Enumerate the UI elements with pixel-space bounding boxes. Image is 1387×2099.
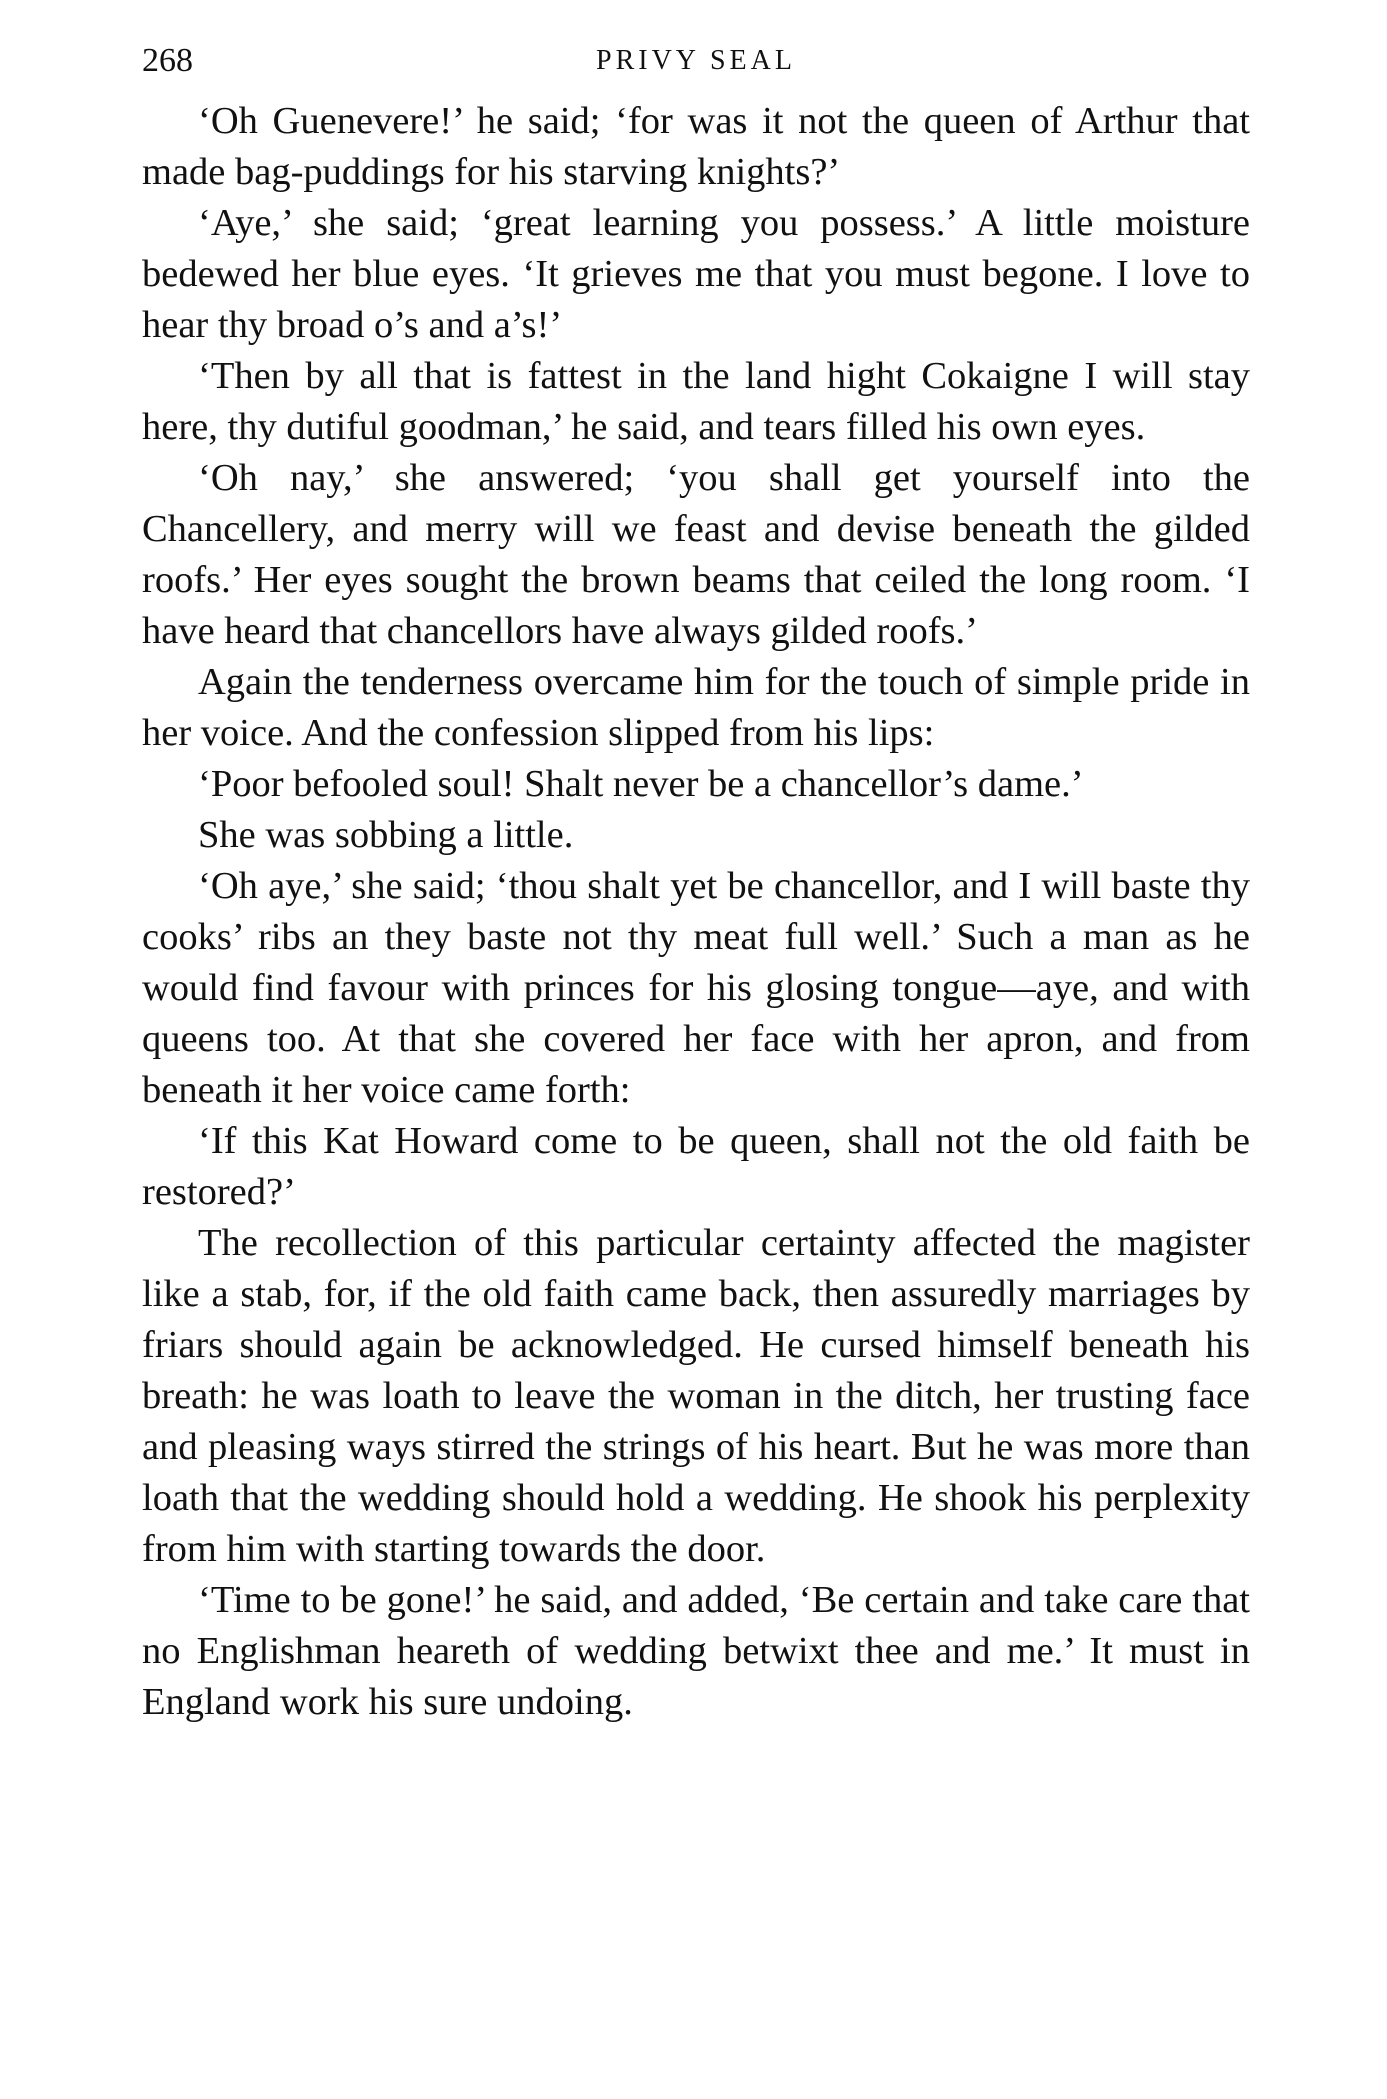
running-title: PRIVY SEAL <box>596 45 796 76</box>
paragraph: ‘Then by all that is fattest in the land hight Cokaigne I will stay here, thy dutiful goodman,’ he said, and tears filled his own eyes. <box>142 355 1250 448</box>
book-page <box>142 38 1250 1728</box>
paragraph: She was sobbing a little. <box>198 814 574 856</box>
paragraph: ‘Poor befooled soul! Shalt never be a chancellor’s dame.’ <box>198 763 1084 805</box>
paragraph: ‘Time to be gone!’ he said, and added, ‘Be certain and take care that no Englishman heareth of wedding betwixt thee and me.’ It must in England work his sure undoing. <box>142 1579 1250 1723</box>
paragraph: ‘Aye,’ she said; ‘great learning you possess.’ A little moisture bedewed her blue eyes. ‘It grieves me that you must begone. I love to hear thy broad o’s and a’s!’ <box>142 202 1250 346</box>
paragraph: ‘Oh aye,’ she said; ‘thou shalt yet be chancellor, and I will baste thy cooks’ ribs an they baste not thy meat full well.’ Such a man as he would find favour with princes for his glosing tongue—aye, and with queens too. At that she covered her face with her apron, and from beneath it her voice came forth: <box>142 865 1250 1111</box>
page-number: 268 <box>142 42 193 79</box>
paragraph: ‘Oh nay,’ she answered; ‘you shall get yourself into the Chancellery, and merry will we feast and devise beneath the gilded roofs.’ Her eyes sought the brown beams that ceiled the long room. ‘I have heard that chancellors have always gilded roofs.’ <box>142 457 1250 652</box>
paragraph: ‘If this Kat Howard come to be queen, shall not the old faith be restored?’ <box>142 1120 1250 1213</box>
paragraph: Again the tenderness overcame him for the touch of simple pride in her voice. And the confession slipped from his lips: <box>142 661 1250 754</box>
running-head <box>142 38 1250 84</box>
body-text <box>142 96 1250 1728</box>
paragraph: ‘Oh Guenevere!’ he said; ‘for was it not the queen of Arthur that made bag-puddings for his starving knights?’ <box>142 100 1250 193</box>
paragraph: The recollection of this particular certainty affected the magister like a stab, for, if the old faith came back, then assuredly marriages by friars should again be acknowledged. He cursed himself beneath his breath: he was loath to leave the woman in the ditch, her trusting face and pleasing ways stirred the strings of his heart. But he was more than loath that the wedding should hold a wedding. He shook his perplexity from him with starting towards the door. <box>142 1222 1250 1570</box>
